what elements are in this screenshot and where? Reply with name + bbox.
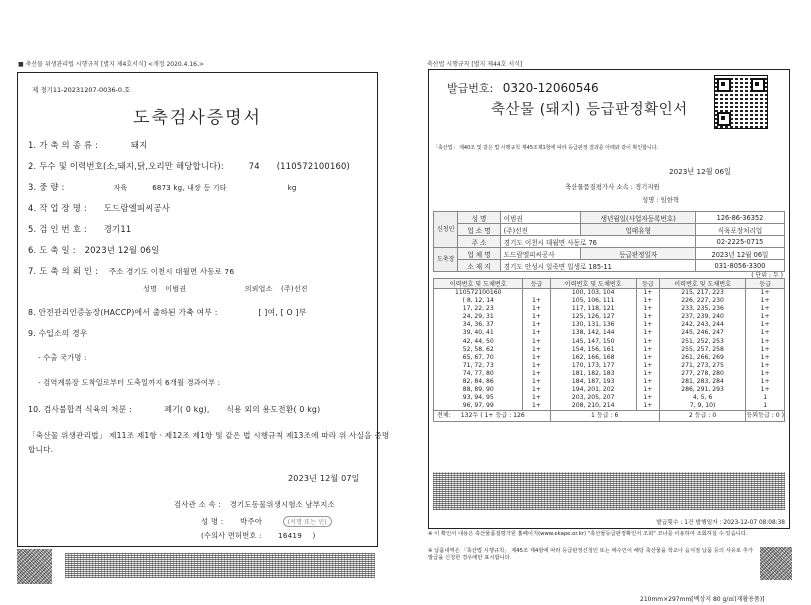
trace-numbers-cell: 286, 291, 293 bbox=[659, 386, 745, 394]
trace-numbers-cell: 130, 131, 136 bbox=[550, 321, 636, 329]
fail-disposal-line: 10. 검사불합격 식육의 처분 : 폐기( 0 kg), 식용 외의 용도전환( 0 kg) bbox=[28, 405, 321, 414]
trace-numbers-cell: 271, 273, 275 bbox=[659, 362, 745, 370]
trace-numbers-cell: 233, 235, 236 bbox=[659, 305, 745, 313]
grade-cell: 1+ bbox=[523, 321, 550, 329]
trace-numbers-cell: 181, 182, 183 bbox=[550, 370, 636, 378]
grade-row bbox=[434, 338, 785, 346]
qr-code bbox=[714, 75, 768, 129]
trace-numbers-cell: 245, 246, 247 bbox=[659, 329, 745, 337]
grade-row bbox=[434, 289, 785, 298]
trace-numbers-cell: 96, 97, 99 bbox=[434, 402, 523, 411]
grade-cell: 1+ bbox=[636, 297, 659, 305]
grade-cell: 1+ bbox=[523, 313, 550, 321]
trace-numbers-cell: 52, 58, 62 bbox=[434, 346, 523, 354]
grade-cell: 1+ bbox=[636, 370, 659, 378]
field-weight: 3. 중 량 : 자육 6873 kg, 내장 등 기타 kg bbox=[28, 182, 297, 192]
trace-numbers-cell: 88, 89, 90 bbox=[434, 386, 523, 394]
right-2d-barcode bbox=[760, 547, 792, 580]
grade-cell: 1+ bbox=[636, 354, 659, 362]
left-form-header: ■ 축산물 위생관리법 시행규칙 [별지 제4호서식] <개정 2020.4.16.> bbox=[18, 61, 204, 68]
grade-certificate bbox=[428, 69, 790, 529]
grade-cell: 1+ bbox=[523, 354, 550, 362]
trace-numbers-cell: 74, 77, 80 bbox=[434, 370, 523, 378]
trace-numbers-cell: 184, 187, 193 bbox=[550, 378, 636, 386]
field-slaughter-date: 6. 도 축 일 : 2023년 12월 06일 bbox=[28, 245, 160, 255]
trace-numbers-cell: 7, 9, 10) bbox=[659, 402, 745, 411]
license-line: (수의사 면허번호 : 16419 ) bbox=[201, 531, 316, 540]
grade-row bbox=[434, 305, 785, 313]
grade-cell: 1+ bbox=[746, 297, 785, 305]
grade-cell: 1+ bbox=[523, 394, 550, 402]
field-requester: 7. 도 축 의 뢰 인 : 주소 경기도 이천시 대월면 사동로 76 bbox=[28, 266, 235, 276]
grade-row bbox=[434, 378, 785, 386]
grade-cell: 1+ bbox=[746, 329, 785, 337]
inspector-office-line: 검사관 소 속 : 경기도동물위생시험소 남부지소 bbox=[174, 500, 335, 509]
grade-cell: 1+ bbox=[636, 313, 659, 321]
statement-line-1: 「축산물 위생관리법」 제11조 제1항 · 제12조 제1항 및 같은 법 시행규칙 제13조에 따라 위 사실을 증명 bbox=[28, 431, 390, 440]
grade-cell: 1+ bbox=[636, 338, 659, 346]
field-stamp-no: 5. 검 인 번 호 : 경기11 bbox=[28, 224, 132, 234]
grade-cell: 1+ bbox=[636, 289, 659, 298]
trace-numbers-cell: 93, 94, 95 bbox=[434, 394, 523, 402]
grade-cell: 1+ bbox=[523, 402, 550, 411]
grade-row bbox=[434, 394, 785, 402]
grade-total-row: 전체: 132두 ( 1+ 등급 : 126 1 등급 : 6 2 등급 : 0 등외등급 : 0 ) bbox=[434, 411, 785, 422]
grade-row bbox=[434, 321, 785, 329]
field-animal-type: 1. 가 축 의 종 류 : 돼지 bbox=[28, 140, 148, 150]
right-form-header: 축산법 시행규칙 [별지 제44호 서식] bbox=[427, 61, 523, 68]
grade-cell: 1+ bbox=[746, 386, 785, 394]
certificate-date: 2023년 12월 07일 bbox=[288, 474, 360, 483]
trace-numbers-cell: 4, 5, 6 bbox=[659, 394, 745, 402]
grade-cell: 1+ bbox=[636, 346, 659, 354]
grade-row bbox=[434, 346, 785, 354]
grade-cell: 1+ bbox=[523, 346, 550, 354]
trace-numbers-cell: ( 8, 12, 14 bbox=[434, 297, 523, 305]
trace-numbers-cell: 82, 84, 86 bbox=[434, 378, 523, 386]
grade-row bbox=[434, 354, 785, 362]
haccp-line: 8. 안전관리인증농장(HACCP)에서 출하된 가축 여부 : [ ]여, [ O ]부 bbox=[28, 308, 307, 317]
certificate-title: 도축검사증명서 bbox=[133, 108, 262, 128]
trace-numbers-cell: 100, 103, 104 bbox=[550, 289, 636, 298]
statement-line-2: 합니다. bbox=[28, 445, 54, 454]
grade-row bbox=[434, 370, 785, 378]
field-workplace: 4. 작 업 장 명 : 도드람엘피씨공사 bbox=[28, 203, 171, 213]
grade-cell: 1+ bbox=[636, 305, 659, 313]
grade-row bbox=[434, 386, 785, 394]
trace-numbers-cell: 170, 173, 177 bbox=[550, 362, 636, 370]
grade-row bbox=[434, 313, 785, 321]
grade-cell: 1+ bbox=[636, 402, 659, 411]
trace-numbers-cell: 255, 257, 258 bbox=[659, 346, 745, 354]
grade-cell: 1+ bbox=[746, 321, 785, 329]
grade-cell: 1+ bbox=[636, 321, 659, 329]
certificate-serial: 제 경기11-20231207-0036-0.호 bbox=[32, 86, 131, 94]
trace-numbers-cell: 39, 40, 41 bbox=[434, 329, 523, 337]
import-line: 9. 수입소의 경우 bbox=[28, 329, 88, 338]
trace-numbers-cell: 65, 67, 70 bbox=[434, 354, 523, 362]
grade-cell: 1+ bbox=[523, 338, 550, 346]
trace-numbers-cell: 203, 205, 207 bbox=[550, 394, 636, 402]
grade-cell: 1+ bbox=[746, 289, 785, 298]
trace-numbers-cell: 226, 227, 230 bbox=[659, 297, 745, 305]
trace-numbers-cell: 24, 29, 31 bbox=[434, 313, 523, 321]
trace-numbers-cell: 71, 72, 73 bbox=[434, 362, 523, 370]
paper-size: 210mm×297mm[백상지 80 g/㎡(재활용품)] bbox=[640, 596, 765, 603]
trace-numbers-cell: 117, 118, 121 bbox=[550, 305, 636, 313]
trace-numbers-cell: 215, 217, 223 bbox=[659, 289, 745, 298]
grade-row bbox=[434, 362, 785, 370]
footnote-2: ※ 납품내역은 「축산법 시행규칙」 제45조 제4항에 따라 등급판정신청인 또는 매수인이 해당 축산물을 학교나 음식점 납품 등의 사유로 추가 발급을 신청한 경우에만 표시합니다. bbox=[428, 548, 753, 561]
grade-cell: 1+ bbox=[523, 386, 550, 394]
grade-cell: 1+ bbox=[746, 338, 785, 346]
import-country: - 수출 국가명 : bbox=[38, 353, 87, 362]
trace-numbers-cell: 105, 106, 111 bbox=[550, 297, 636, 305]
issue-footer: 발급횟수 : 1건 발행일자 : 2023-12-07 08:08:38 bbox=[656, 520, 785, 526]
trace-numbers-cell: 251, 252, 253 bbox=[659, 338, 745, 346]
grade-cell: 1+ bbox=[746, 313, 785, 321]
trace-numbers-cell: 261, 266, 269 bbox=[659, 354, 745, 362]
grade-date: 2023년 12월 06일 bbox=[669, 167, 731, 176]
grade-cell: 1+ bbox=[746, 346, 785, 354]
trace-numbers-cell: 237, 239, 240 bbox=[659, 313, 745, 321]
footnote-1: ※ 이 확인서 내용은 축산물품질평가원 홈페이지(www.ekape.or.kr) "축산물등급판정확인서 조회" 코너를 이용하여 조회하실 수 있습니다. bbox=[428, 531, 748, 537]
issue-number-line: 발급번호: 0320-12060546 bbox=[447, 81, 599, 95]
grade-cell: 1 bbox=[746, 402, 785, 411]
trace-numbers-cell: 242, 243, 244 bbox=[659, 321, 745, 329]
trace-numbers-cell: 208, 210, 214 bbox=[550, 402, 636, 411]
grade-cell: 1+ bbox=[523, 370, 550, 378]
trace-numbers-cell: 162, 166, 168 bbox=[550, 354, 636, 362]
trace-numbers-cell: 194, 201, 202 bbox=[550, 386, 636, 394]
grade-row bbox=[434, 297, 785, 305]
import-period: - 검역계류장 도착일로부터 도축일까지 6개월 경과여부 : bbox=[38, 378, 221, 387]
grade-cell: 1+ bbox=[523, 305, 550, 313]
grade-cell: 1+ bbox=[746, 378, 785, 386]
grade-cell: 1 bbox=[746, 394, 785, 402]
grade-table: 이력번호 및 도체번호 등급 이력번호 및 도체번호 등급 이력번호 및 도체번호 등급 110572100160 100, 103, 104 1+ 215, 217, 223 1+ ( 8, 12, 14 1+ 105, 106, 111 1+ 226, 227, 230 1+ 17, 22, 23 1+ 117, 118, 121 1+ 233, 235, 236 1+ 24, 29, 31 1+ 125, 126, 127 1+ 237, 239, 240 1+ 34, 36, 37 1+ 130, 131, 136 1+ 242, 243, 244 1+ 39, 40, 41 1+ 138, 142, 144 1+ 245, 246, 247 1+ 42, 44, 50 1+ 145, 147, 150 1+ 251, 252, 253 1+ 52, 58, 62 1+ 154, 156, 161 1+ 255, 257, 258 1+ 65, 67, 70 1+ 162, 166, 168 1+ 261, 266, 269 1+ 71, 72, 73 1+ 170, 173, 177 1+ 271, 273, 275 1+ 74, 77, 80 1+ 181, 182, 183 1+ 277, 278, 280 1+ 82, 84, 86 1+ 184, 187, 193 1+ 281, 283, 284 1+ 88, 89, 90 1+ 194, 201, 202 1+ 286, 291, 293 1+ 93, 94, 95 1+ 203, 205, 207 1+ 4, 5, 6 1 96, 97, 99 1+ 208, 210, 214 1+ 7, 9, 10) 1 전체: 132두 ( 1+ 등급 : 126 1 등급 : 6 2 등급 : 0 등외등급 : 0 ) bbox=[433, 278, 785, 422]
trace-numbers-cell: 281, 283, 284 bbox=[659, 378, 745, 386]
grade-row bbox=[434, 329, 785, 337]
left-security-barcode bbox=[65, 553, 375, 578]
grade-certificate-title: 축산물 (돼지) 등급판정확인서 bbox=[491, 102, 688, 118]
grade-cell: 1+ bbox=[636, 386, 659, 394]
trace-numbers-cell: 17, 22, 23 bbox=[434, 305, 523, 313]
grade-cell: 1+ bbox=[746, 370, 785, 378]
field-count-trace: 2. 두수 및 이력번호(소,돼지,닭,오리만 해당합니다): 74 (110572100160) bbox=[28, 161, 350, 171]
grader-institute: 축산물품질평가사 소속 : 경기지원 bbox=[565, 183, 660, 191]
left-2d-barcode bbox=[17, 549, 52, 584]
grade-cell: 1+ bbox=[636, 378, 659, 386]
grade-cell: 1+ bbox=[523, 378, 550, 386]
trace-numbers-cell: 154, 156, 161 bbox=[550, 346, 636, 354]
trace-numbers-cell: 277, 278, 280 bbox=[659, 370, 745, 378]
grade-cell bbox=[523, 289, 550, 298]
grader-name: 성명 : 임한혁 bbox=[642, 196, 680, 204]
grade-cell: 1+ bbox=[746, 362, 785, 370]
grade-cell: 1+ bbox=[636, 394, 659, 402]
security-pattern bbox=[433, 472, 785, 510]
grade-cell: 1+ bbox=[523, 297, 550, 305]
grade-row bbox=[434, 402, 785, 411]
grade-cell: 1+ bbox=[636, 329, 659, 337]
applicant-info-table: 신청인 성 명 이범권 생년월일(사업자등록번호) 126-86-36352 업 소 명 (주)선진 업태유형 식육포장처리업 주 소 경기도 이천시 대월면 사동로 76 02-2225-0715 도축장 업 체 명 도드람엘피씨공사 등급판정일자 2023년 12월 06일 소 재 지 경기도 안성시 일죽면 일생로 185-11 031-8056-3300 bbox=[433, 211, 785, 272]
slaughter-certificate bbox=[17, 72, 390, 547]
grade-cell: 1+ bbox=[746, 305, 785, 313]
grade-cell: 1+ bbox=[636, 362, 659, 370]
trace-numbers-cell: 110572100160 bbox=[434, 289, 523, 298]
trace-numbers-cell: 125, 126, 127 bbox=[550, 313, 636, 321]
grade-cell: 1+ bbox=[523, 362, 550, 370]
requester-name-line: 성명 이범권 의뢰업소 (주)선진 bbox=[143, 285, 308, 293]
trace-numbers-cell: 138, 142, 144 bbox=[550, 329, 636, 337]
trace-numbers-cell: 145, 147, 150 bbox=[550, 338, 636, 346]
grade-cell: 1+ bbox=[523, 329, 550, 337]
legal-basis: 「축산법」 제40조 및 같은 법 시행규칙 제45조제1항에 따라 등급판정 결과를 아래와 같이 확인합니다. bbox=[433, 145, 659, 151]
trace-numbers-cell: 34, 36, 37 bbox=[434, 321, 523, 329]
grade-cell: 1+ bbox=[746, 354, 785, 362]
inspector-name-line: 성 명 : 박주아 (서명 또는 인) bbox=[201, 516, 332, 527]
trace-numbers-cell: 42, 44, 50 bbox=[434, 338, 523, 346]
unit-note: ( 단위 : 두 ) bbox=[751, 272, 783, 279]
signature-stamp: (서명 또는 인) bbox=[283, 516, 332, 527]
